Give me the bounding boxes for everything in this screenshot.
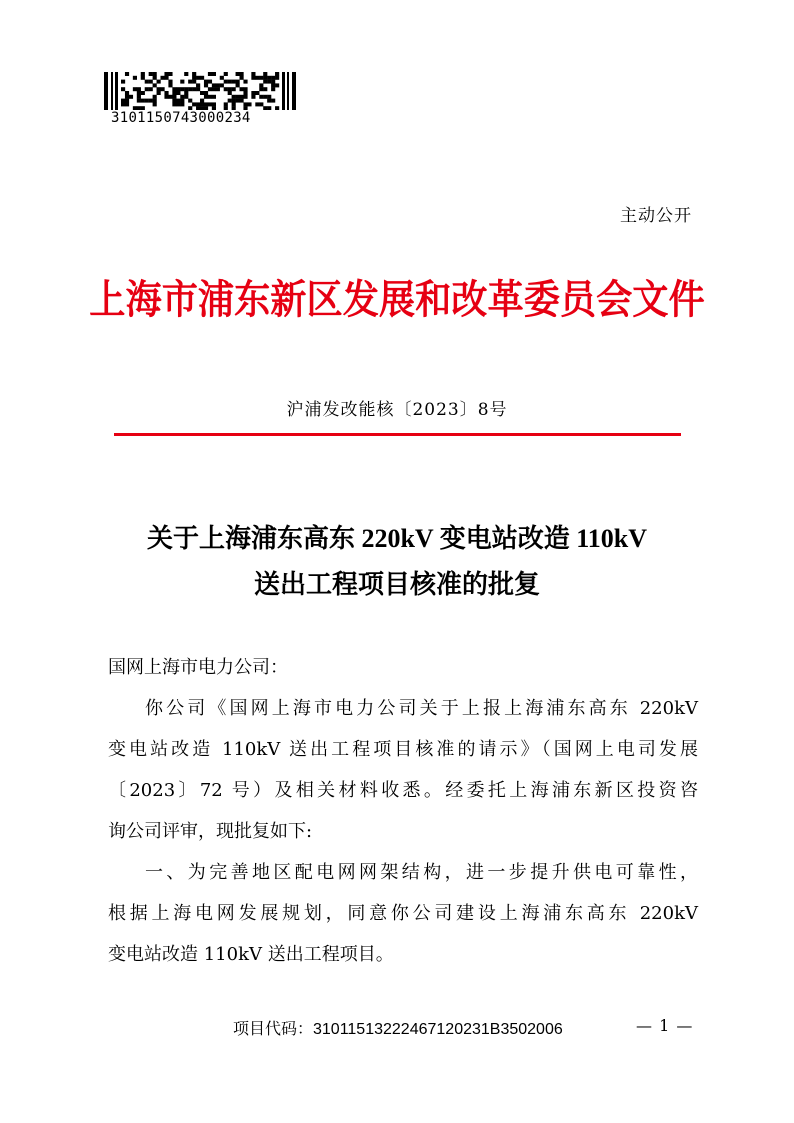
barcode-image (104, 72, 296, 110)
paragraph-2-line-2: 根据上海电网发展规划，同意你公司建设上海浦东高东 220kV (108, 903, 698, 924)
paragraph-1-line-4: 询公司评审，现批复如下: (108, 821, 313, 842)
paragraph-2-line-1: 一、为完善地区配电网网架结构，进一步提升供电可靠性， (145, 862, 698, 883)
issuer-header-title: 上海市浦东新区发展和改革委员会文件 (89, 277, 705, 322)
salutation: 国网上海市电力公司： (108, 657, 288, 678)
document-title-line-2: 送出工程项目核准的批复 (253, 570, 540, 599)
barcode-number: 3101150743000234 (111, 110, 251, 126)
paragraph-2-line-3: 变电站改造 110kV 送出工程项目。 (108, 944, 394, 965)
red-separator-line (114, 433, 681, 436)
document-number: 沪浦发改能核〔2023〕8号 (286, 400, 508, 420)
disclosure-label: 主动公开 (620, 206, 692, 226)
project-code: 项目代码：31011513222467120231B3502006 (233, 1021, 563, 1038)
paragraph-1-line-3: 〔2023〕72 号）及相关材料收悉。经委托上海浦东新区投资咨 (108, 780, 698, 801)
paragraph-1-line-1: 你公司《国网上海市电力公司关于上报上海浦东高东 220kV (145, 698, 698, 719)
document-title-line-1: 关于上海浦东高东 220kV 变电站改造 110kV (146, 524, 648, 553)
paragraph-1-line-2: 变电站改造 110kV 送出工程项目核准的请示》（国网上电司发展 (108, 739, 698, 760)
page-number: — 1 — (636, 1016, 694, 1035)
